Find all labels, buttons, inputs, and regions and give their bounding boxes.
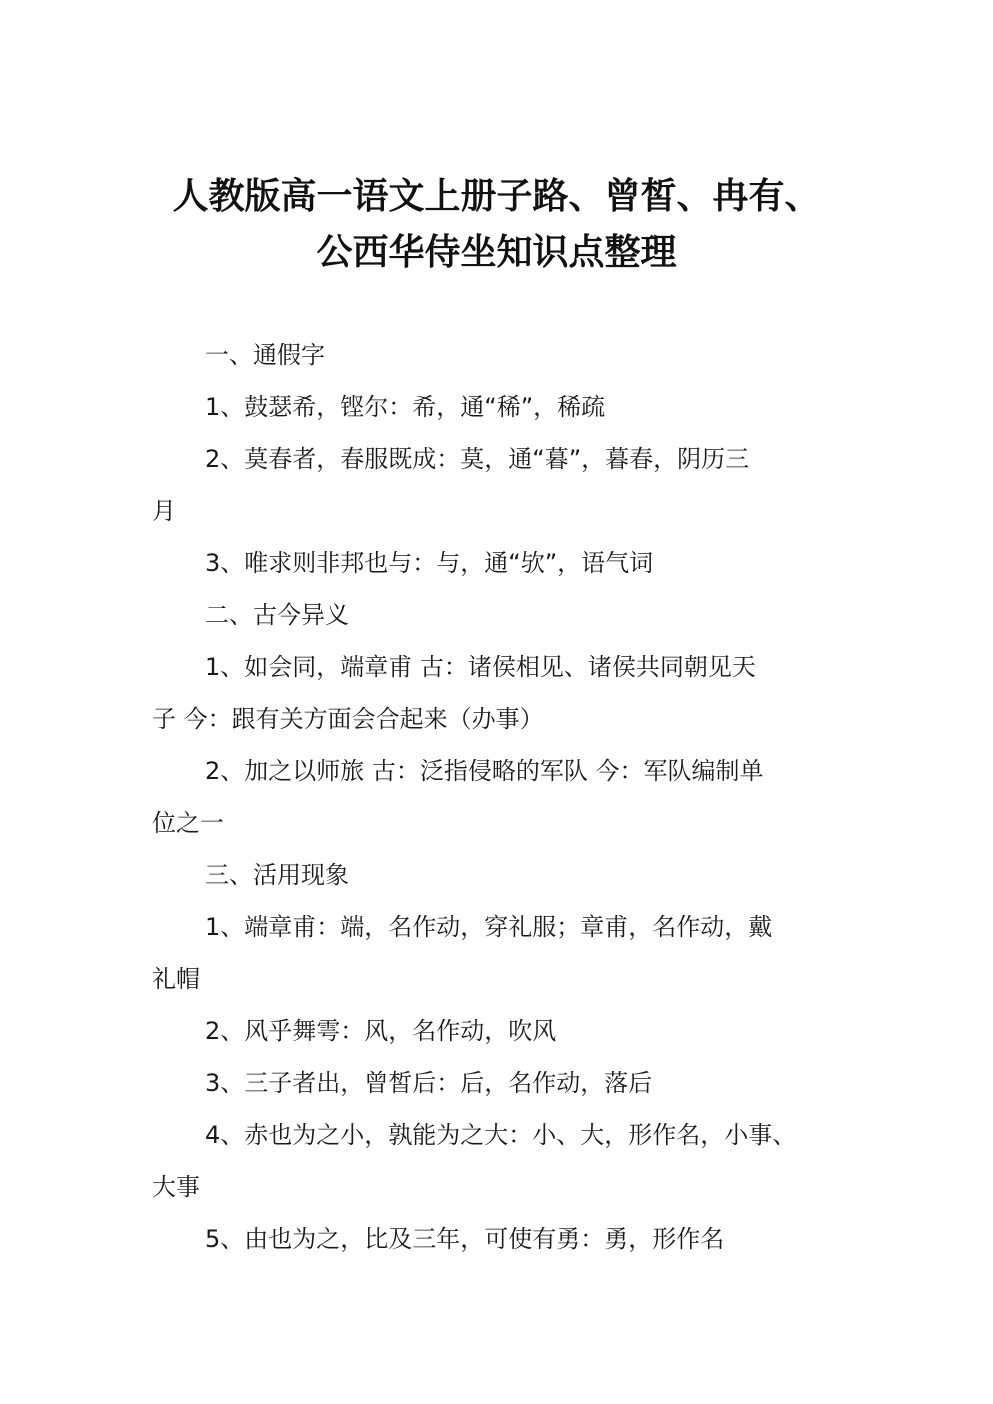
paragraph-line: 2、风乎舞雩：风，名作动，吹风 bbox=[205, 1017, 557, 1045]
paragraph-line-continued: 子 今：跟有关方面会合起来（办事） bbox=[152, 705, 544, 733]
paragraph-line-continued: 位之一 bbox=[152, 809, 224, 837]
paragraph-line: 2、莫春者，春服既成：莫，通“暮”，暮春，阴历三 bbox=[205, 445, 750, 473]
section-heading-gujinyiyi: 二、古今异义 bbox=[205, 601, 349, 629]
page-title-line-2: 公西华侍坐知识点整理 bbox=[316, 231, 677, 273]
section-heading-tongjiazi: 一、通假字 bbox=[205, 341, 325, 369]
paragraph-line: 3、三子者出，曾皙后：后，名作动，落后 bbox=[205, 1069, 653, 1097]
paragraph-line: 4、赤也为之小，孰能为之大：小、大，形作名，小事、 bbox=[205, 1121, 797, 1149]
paragraph-line: 1、端章甫：端，名作动，穿礼服；章甫，名作动，戴 bbox=[205, 913, 773, 941]
paragraph-line: 2、加之以师旅 古：泛指侵略的军队 今：军队编制单 bbox=[205, 757, 764, 785]
paragraph-line-continued: 礼帽 bbox=[152, 965, 200, 993]
section-heading-huoyongxianxiang: 三、活用现象 bbox=[205, 861, 349, 889]
paragraph-line: 3、唯求则非邦也与：与，通“欤”，语气词 bbox=[205, 549, 654, 577]
paragraph-line: 1、鼓瑟希，铿尔：希，通“稀”，稀疏 bbox=[205, 393, 606, 421]
paragraph-line-continued: 大事 bbox=[152, 1173, 200, 1201]
paragraph-line: 1、如会同，端章甫 古：诸侯相见、诸侯共同朝见天 bbox=[205, 653, 756, 681]
paragraph-line: 5、由也为之，比及三年，可使有勇：勇，形作名 bbox=[205, 1225, 725, 1253]
page-title-line-1: 人教版高一语文上册子路、曾皙、冉有、 bbox=[172, 175, 821, 217]
paragraph-line-continued: 月 bbox=[152, 497, 176, 525]
